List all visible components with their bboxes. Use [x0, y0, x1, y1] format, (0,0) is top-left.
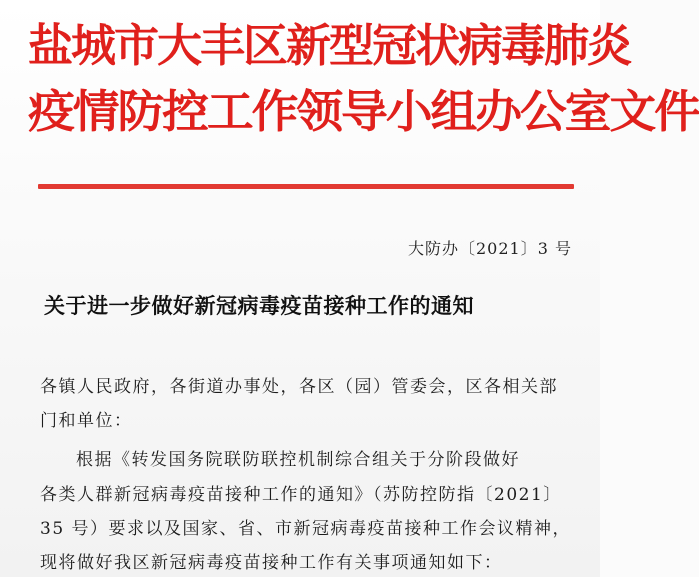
issuer-header-line-1: 盐城市大丰区新型冠状病毒肺炎	[28, 19, 631, 72]
body-paragraph-line-3: 35 号）要求以及国家、省、市新冠病毒疫苗接种工作会议精神，	[40, 519, 572, 539]
issuer-header-line-2: 疫情防控工作领导小组办公室文件	[28, 85, 699, 138]
addressee-line-2: 门和单位：	[40, 411, 133, 431]
body-paragraph-line-4: 现将做好我区新冠病毒疫苗接种工作有关事项通知如下：	[40, 553, 503, 573]
body-paragraph-line-2: 各类人群新冠病毒疫苗接种工作的通知》（苏防控防指〔2021〕	[40, 485, 562, 505]
body-paragraph-line-1: 根据《转发国务院联防联控机制综合组关于分阶段做好	[76, 450, 520, 470]
addressee-line-1: 各镇人民政府，各街道办事处，各区（园）管委会，区各相关部	[40, 377, 558, 397]
document-title: 关于进一步做好新冠病毒疫苗接种工作的通知	[44, 293, 474, 318]
red-divider-rule	[38, 184, 574, 189]
document-number: 大防办〔2021〕3 号	[408, 239, 572, 258]
